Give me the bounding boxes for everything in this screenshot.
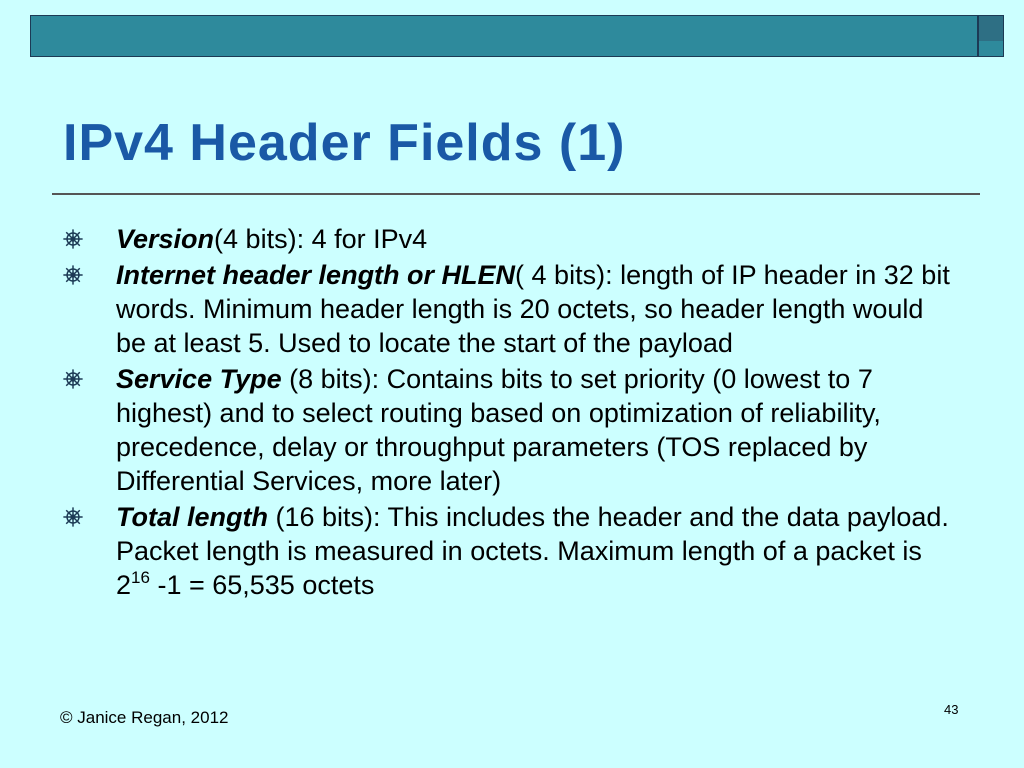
field-term: Service Type — [116, 364, 282, 394]
list-item — [60, 222, 960, 256]
field-description-end: -1 = 65,535 octets — [149, 570, 375, 600]
exponent: 16 — [131, 568, 150, 587]
ship-wheel-icon — [62, 264, 84, 286]
ship-wheel-icon — [62, 506, 84, 528]
header-corner-square-lower — [978, 41, 1004, 57]
ship-wheel-icon — [62, 228, 84, 250]
list-item — [60, 500, 960, 602]
field-description: (8 bits): Contains bits to set priority (0 lowest to 7 highest) and to select routing based on optimization of reliability, precedence, delay or throughput parameters (TOS replaced by Differential Services, more later) — [116, 364, 881, 496]
field-term: Version — [116, 224, 215, 254]
field-term: Internet header length or HLEN — [116, 260, 516, 290]
page-number: 43 — [944, 702, 959, 717]
list-item — [60, 258, 960, 360]
list-item — [60, 362, 960, 498]
copyright-footer: © Janice Regan, 2012 — [60, 708, 229, 727]
field-description: ( 4 bits): length of IP header in 32 bit words. Minimum header length is 20 octets, so header length would be at least 5. Used to locate the start of the payload — [116, 260, 950, 358]
field-description: (16 bits): This includes the header and the data payload. Packet length is measured in octets. Maximum length of a packet is 2 — [116, 502, 949, 600]
title-divider — [52, 193, 980, 195]
field-description: (4 bits): 4 for IPv4 — [214, 224, 428, 254]
bullet-list — [60, 222, 960, 604]
field-term: Total length — [116, 502, 268, 532]
slide-title: IPv4 Header Fields (1) — [63, 114, 626, 172]
header-bar — [30, 15, 978, 43]
header-corner-square — [978, 15, 1004, 43]
header-band — [30, 41, 978, 57]
ship-wheel-icon — [62, 368, 84, 390]
